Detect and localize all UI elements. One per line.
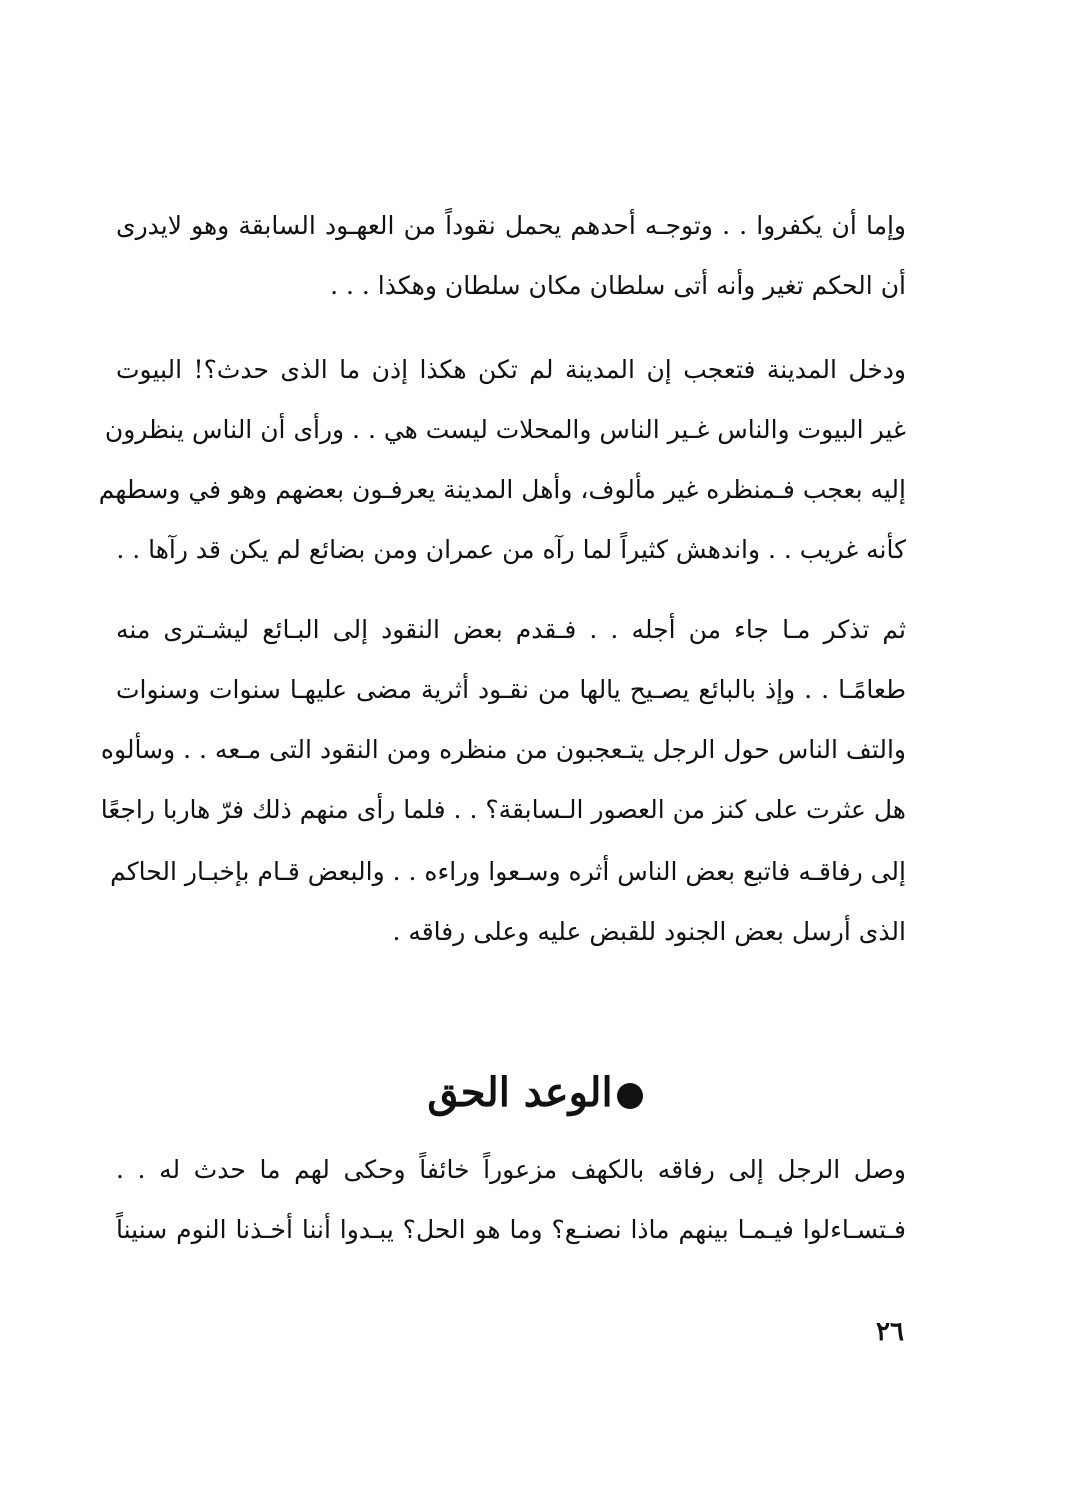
text-line: هل عثرت على كنز من العصور الـسابقة؟ . . فلما رأى منهم ذلك فرّ هاربا راجعًا bbox=[100, 795, 906, 824]
text-line: فـتسـاءلوا فيـمـا بينهم ماذا نصنـع؟ وما هو الحل؟ يبـدوا أننا أخـذنا النوم سنيناً bbox=[116, 1215, 906, 1244]
text-line: أن الحكم تغير وأنه أتى سلطان مكان سلطان وهكذا . . . bbox=[330, 271, 906, 300]
text-line: والتف الناس حول الرجل يتـعجبون من منظره ومن النقود التى مـعه . . وسألوه bbox=[100, 735, 906, 764]
text-line: إليه بعجب فـمنظره غير مألوف، وأهل المدينة يعرفـون بعضهم وهو في وسطهم bbox=[98, 475, 906, 504]
text-line: وصل الرجل إلى رفاقه بالكهف مزعوراً خائفاً وحكى لهم ما حدث له . . bbox=[116, 1155, 906, 1184]
page-number: ٢٦ bbox=[876, 1317, 904, 1347]
text-line: إلى رفاقـه فاتبع بعض الناس أثره وسـعوا وراءه . . والبعض قـام بإخبـار الحاكم bbox=[110, 857, 906, 886]
text-line: وإما أن يكفروا . . وتوجـه أحدهم يحمل نقوداً من العهـود السابقة وهو لايدرى bbox=[116, 211, 906, 240]
section-heading bbox=[380, 1058, 690, 1128]
text-line: طعامًـا . . وإذ بالبائع يصـيح يالها من نقـود أثرية مضى عليهـا سنوات وسنوات bbox=[116, 675, 906, 704]
text-line: غير البيوت والناس غـير الناس والمحلات ليست هي . . ورأى أن الناس ينظرون bbox=[104, 415, 906, 444]
text-line: ودخل المدينة فتعجب إن المدينة لم تكن هكذا إذن ما الذى حدث؟! البيوت bbox=[116, 355, 906, 384]
bullet-icon bbox=[617, 1083, 643, 1109]
text-line: الذى أرسل بعض الجنود للقبض عليه وعلى رفاقه . bbox=[392, 917, 906, 946]
section-heading-text: الوعد الحق bbox=[427, 1069, 613, 1116]
text-line: كأنه غريب . . واندهش كثيراً لما رآه من عمران ومن بضائع لم يكن قد رآها . . bbox=[116, 535, 906, 564]
text-line: ثم تذكر مـا جاء من أجله . . فـقدم بعض النقود إلى البـائع ليشـترى منه bbox=[116, 615, 906, 644]
